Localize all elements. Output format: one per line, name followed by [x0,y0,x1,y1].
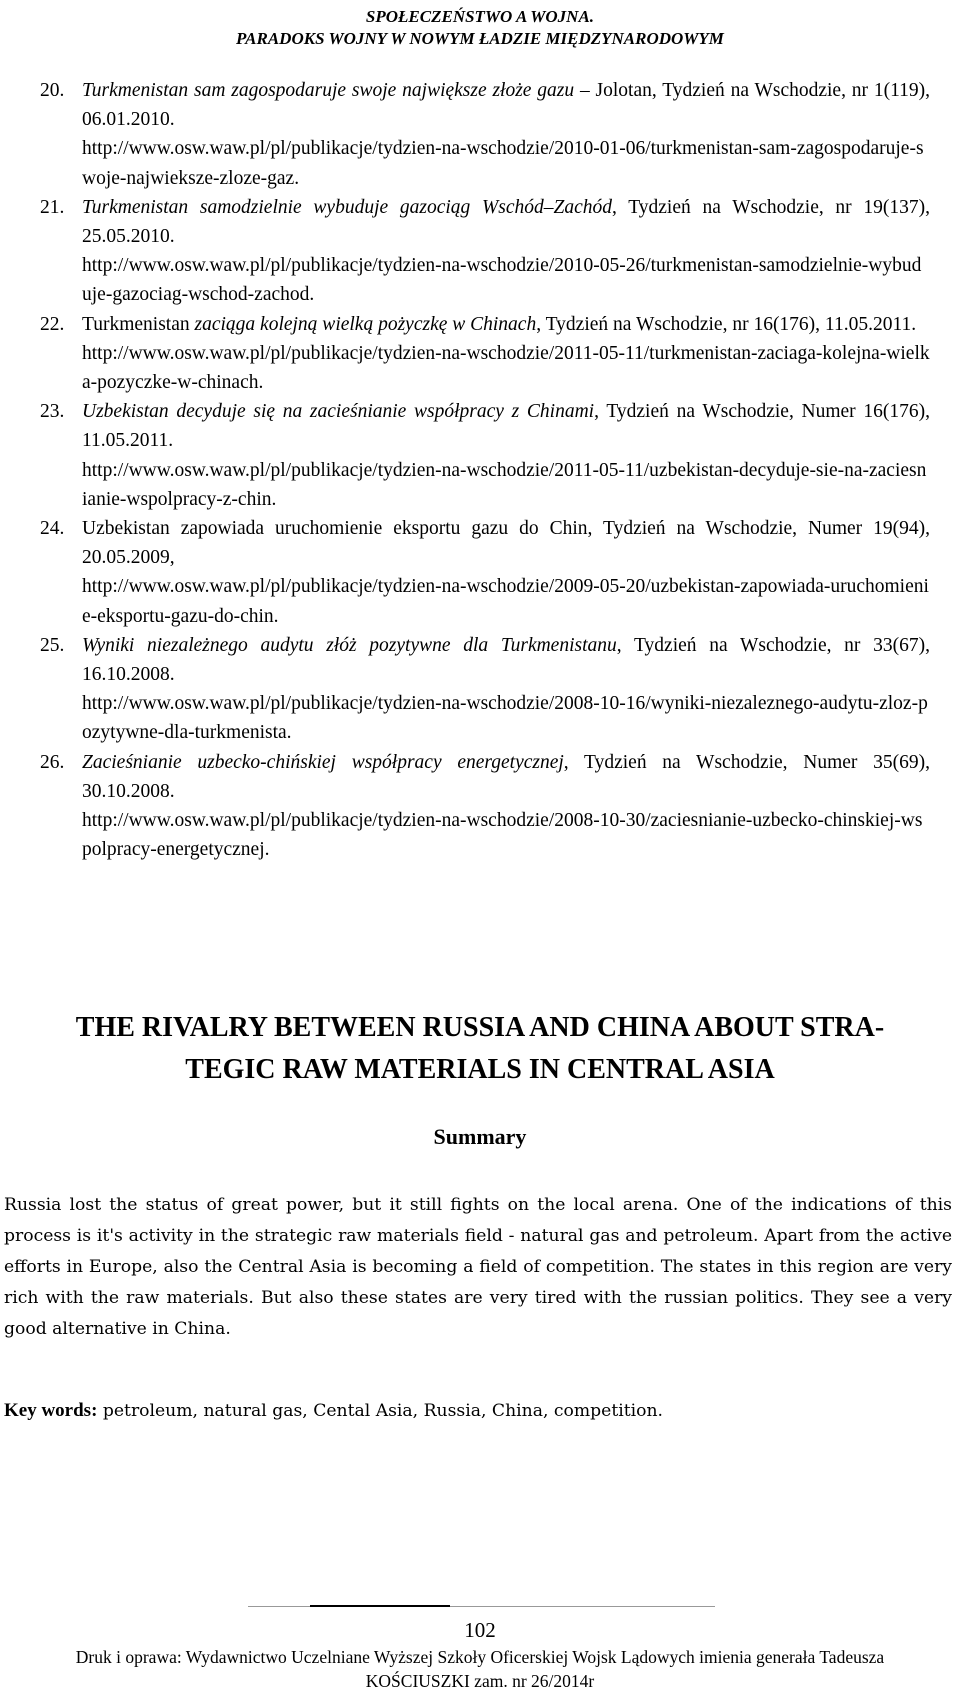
reference-item [40,748,930,865]
keywords [4,1397,952,1425]
reference-number: 23. [40,401,65,423]
colophon-line2: KOŚCIUSZKI zam. nr 26/2014r [365,1671,595,1691]
footer-rule-accent [310,1605,450,1607]
reference-source: , Tydzień na Wschodzie, Numer 35(69), 30.10.2008. [82,751,930,802]
reference-lead: Turkmenistan [82,313,195,335]
reference-url[interactable]: http://www.osw.waw.pl/pl/publikacje/tydzien-na-wschodzie/2009-05-20/uzbekistan-zapowiada-uruchomienie-eksportu-gazu-do-chin. [82,576,929,627]
reference-title: Wyniki niezależnego audytu złóż pozytywne dla Turkmenistanu [82,634,617,656]
reference-number: 21. [40,196,65,218]
colophon-line1: Druk i oprawa: Wydawnictwo Uczelniane Wyższej Szkoły Oficerskiej Wojsk Lądowych imienia generała Tadeusza [75,1647,885,1667]
reference-number: 20. [40,80,65,101]
reference-lead: Uzbekistan zapowiada uruchomienie eksportu gazu do Chin, Tydzień na Wschodzie, Numer 19(94), 20.05.2009, [82,518,930,569]
reference-title: Zacieśnianie uzbecko-chińskiej współpracy energetycznej [82,751,564,773]
reference-number: 26. [40,751,65,773]
reference-item [40,310,930,398]
reference-source: , Tydzień na Wschodzie, nr 19(137), 25.05.2010. [82,196,930,248]
reference-url[interactable]: http://www.osw.waw.pl/pl/publikacje/tydzien-na-wschodzie/2010-05-26/turkmenistan-samodzielnie-wybuduje-gazociag-wschod-zachod. [82,255,922,306]
reference-source: , Tydzień na Wschodzie, nr 16(176), 11.05.2011. [536,313,917,335]
reference-item [40,397,930,514]
reference-number: 22. [40,313,65,335]
reference-number: 24. [40,518,65,540]
reference-source: – Jolotan, Tydzień na Wschodzie, nr 1(119), 06.01.2010. [82,80,930,131]
summary-body: Russia lost the status of great power, but it still fights on the local arena. One of the indications of this process is it's activity in the strategic raw materials field - natural gas and petroleum. Apart from the active efforts in Europe, also the Central Asia is becoming a field of competition. The states in this region are very rich with the raw materials. But also these states are very tired with the russian politics. They see a very good alternative in China. [4,1195,952,1339]
summary-title-line1: THE RIVALRY BETWEEN RUSSIA AND CHINA ABOUT STRA- [75,1012,885,1043]
reference-url[interactable]: http://www.osw.waw.pl/pl/publikacje/tydzien-na-wschodzie/2010-01-06/turkmenistan-sam-zagospodaruje-swoje-najwieksze-zloze-gaz. [82,138,924,189]
summary-title [20,1007,940,1091]
reference-item [40,193,930,310]
reference-source: , Tydzień na Wschodzie, nr 33(67), 16.10.2008. [82,634,930,686]
summary-heading: Summary [433,1124,527,1149]
reference-list [40,76,930,864]
reference-url[interactable]: http://www.osw.waw.pl/pl/publikacje/tydzien-na-wschodzie/2011-05-11/turkmenistan-zaciaga-kolejna-wielka-pozyczke-w-chinach. [82,342,930,394]
running-header [0,6,960,50]
reference-source: , Tydzień na Wschodzie, Numer 16(176), 11.05.2011. [82,401,930,452]
reference-item [40,631,930,748]
reference-url[interactable]: http://www.osw.waw.pl/pl/publikacje/tydzien-na-wschodzie/2011-05-11/uzbekistan-decyduje-sie-na-zaciesnianie-wspolpracy-z-chin. [82,459,927,510]
reference-title: Turkmenistan samodzielnie wybuduje gazociąg Wschód–Zachód [82,196,612,218]
reference-title: zaciąga kolejną wielką pożyczkę w Chinach [194,313,537,335]
reference-url[interactable]: http://www.osw.waw.pl/pl/publikacje/tydzien-na-wschodzie/2008-10-30/zaciesnianie-uzbecko-chinskiej-wspolpracy-energetycznej. [82,810,923,861]
reference-item [40,514,930,631]
keywords-list: petroleum, natural gas, Cental Asia, Russia, China, competition. [97,1401,664,1421]
running-header-line2: PARADOKS WOJNY W NOWYM ŁADZIE MIĘDZYNARODOWYM [236,29,724,48]
page-number: 102 [464,1618,496,1642]
reference-url[interactable]: http://www.osw.waw.pl/pl/publikacje/tydzien-na-wschodzie/2008-10-16/wyniki-niezaleznego-audytu-zloz-pozytywne-dla-turkmenista. [82,693,928,744]
reference-title: Uzbekistan decyduje się na zacieśnianie współpracy z Chinami [82,401,595,423]
summary-title-line2: TEGIC RAW MATERIALS IN CENTRAL ASIA [185,1054,775,1085]
colophon [10,1645,950,1693]
reference-title: Turkmenistan sam zagospodaruje swoje największe złoże gazu [82,80,575,101]
keywords-label: Key words: [4,1400,98,1421]
running-header-line1: SPOŁECZEŃSTWO A WOJNA. [365,7,595,26]
reference-item [40,76,930,193]
reference-number: 25. [40,634,65,656]
